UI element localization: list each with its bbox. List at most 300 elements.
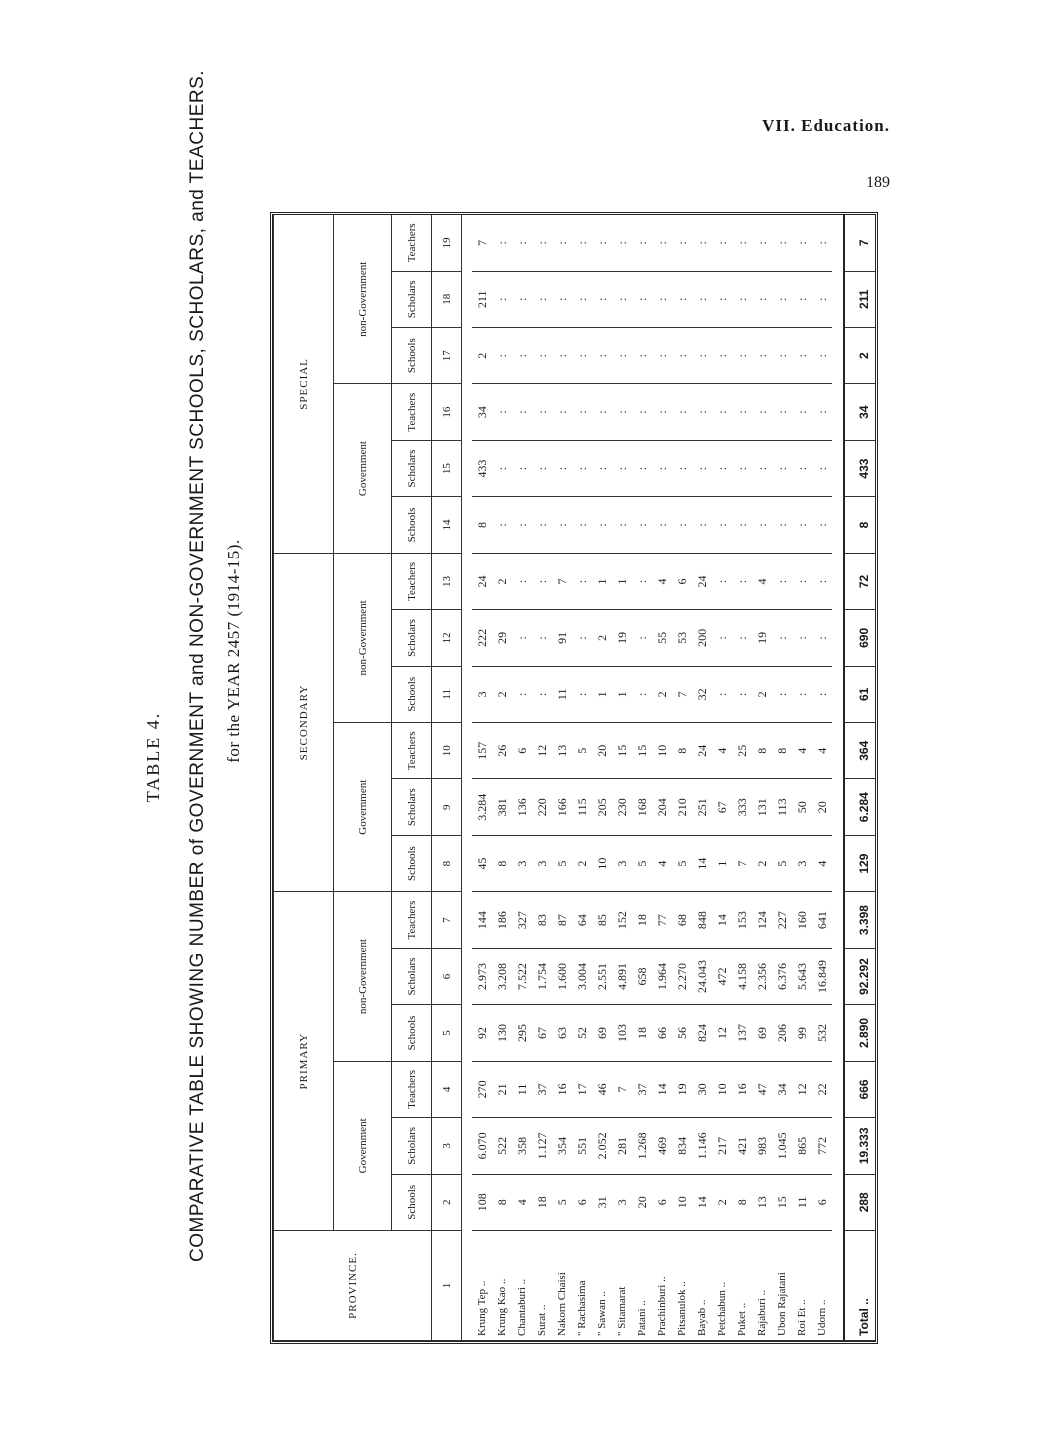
table-cell: 204 — [652, 779, 672, 835]
table-cell: 3 — [532, 835, 552, 891]
table-cell: : — [812, 384, 832, 440]
table-cell: : — [672, 271, 692, 327]
table-cell: 87 — [552, 892, 572, 948]
table-cell: : — [532, 215, 552, 271]
table-cell: : — [692, 497, 712, 553]
table-cell: 11 — [792, 1174, 812, 1230]
table-cell: : — [492, 327, 512, 383]
table-subtitle: for the YEAR 2457 (1914-15). — [224, 539, 243, 763]
table-cell: : — [692, 271, 712, 327]
table-cell: : — [632, 666, 652, 722]
section-heading: VII. Education. — [762, 116, 890, 135]
table-cell: : — [732, 666, 752, 722]
table-cell: 160 — [792, 892, 812, 948]
table-cell: 2 — [492, 553, 512, 609]
table-cell: : — [672, 497, 692, 553]
subgroup-header: non-Government — [334, 553, 392, 722]
table-cell: 281 — [612, 1118, 632, 1174]
column-number: 18 — [432, 271, 462, 327]
table-cell: : — [572, 440, 592, 496]
total-cell: 364 — [844, 723, 879, 779]
table-cell: 131 — [752, 779, 772, 835]
table-cell: : — [632, 497, 652, 553]
table-cell: : — [632, 271, 652, 327]
table-cell: 69 — [752, 1005, 772, 1061]
table-cell: 166 — [552, 779, 572, 835]
table-cell: : — [572, 553, 592, 609]
table-cell: : — [632, 215, 652, 271]
column-header: Scholars — [392, 1118, 432, 1174]
table-cell: 2 — [752, 666, 772, 722]
table-cell: 3 — [792, 835, 812, 891]
table-cell: : — [712, 440, 732, 496]
province-name: Puket .. — [732, 1231, 752, 1341]
province-name: Krung Tep .. — [472, 1231, 492, 1341]
table-cell: 14 — [692, 835, 712, 891]
table-cell: 20 — [592, 723, 612, 779]
table-cell: : — [792, 327, 812, 383]
table-cell: 1.045 — [772, 1118, 792, 1174]
total-cell: 61 — [844, 666, 879, 722]
table-cell: 865 — [792, 1118, 812, 1174]
table-cell: 358 — [512, 1118, 532, 1174]
table-cell: 11 — [512, 1061, 532, 1117]
table-cell: 327 — [512, 892, 532, 948]
table-cell: : — [612, 327, 632, 383]
table-row — [612, 215, 632, 1341]
table-cell: 206 — [772, 1005, 792, 1061]
column-header: Teachers — [392, 215, 432, 271]
table-cell: 5 — [572, 723, 592, 779]
subgroup-header: Government — [334, 723, 392, 892]
table-cell: : — [592, 215, 612, 271]
total-label: Total .. — [844, 1231, 879, 1341]
table-cell: : — [572, 271, 592, 327]
table-cell: : — [492, 271, 512, 327]
table-cell: 8 — [672, 723, 692, 779]
table-cell: : — [732, 553, 752, 609]
table-cell: 2.551 — [592, 948, 612, 1004]
table-cell: : — [732, 384, 752, 440]
total-cell: 2 — [844, 327, 879, 383]
table-cell: 4 — [512, 1174, 532, 1230]
table-cell: : — [732, 497, 752, 553]
table-cell: : — [732, 440, 752, 496]
column-number: 11 — [432, 666, 462, 722]
table-cell: 3 — [472, 666, 492, 722]
table-cell: 772 — [812, 1118, 832, 1174]
table-cell: 4 — [712, 723, 732, 779]
table-cell: : — [532, 271, 552, 327]
table-cell: 50 — [792, 779, 812, 835]
table-cell: 17 — [572, 1061, 592, 1117]
table-cell: 4 — [652, 835, 672, 891]
table-cell: : — [572, 384, 592, 440]
table-cell: 6 — [572, 1174, 592, 1230]
column-number: 3 — [432, 1118, 462, 1174]
table-cell: 157 — [472, 723, 492, 779]
table-cell: : — [512, 497, 532, 553]
table-cell: 45 — [472, 835, 492, 891]
table-cell: : — [612, 440, 632, 496]
table-cell: 7 — [552, 553, 572, 609]
table-cell: : — [772, 384, 792, 440]
total-cell: 2.890 — [844, 1005, 879, 1061]
statistics-table-rotated — [273, 215, 875, 1341]
table-cell: 230 — [612, 779, 632, 835]
table-cell: 205 — [592, 779, 612, 835]
table-cell: 15 — [632, 723, 652, 779]
table-cell: 92 — [472, 1005, 492, 1061]
table-cell: 200 — [692, 610, 712, 666]
table-cell: : — [512, 440, 532, 496]
table-cell: 834 — [672, 1118, 692, 1174]
table-cell: : — [672, 327, 692, 383]
table-cell: 24 — [692, 723, 712, 779]
table-cell: : — [672, 384, 692, 440]
province-name: Prachinburi .. — [652, 1231, 672, 1341]
table-row — [812, 215, 832, 1341]
table-cell: : — [612, 215, 632, 271]
table-cell: : — [512, 271, 532, 327]
table-cell: 19 — [612, 610, 632, 666]
table-cell: : — [552, 440, 572, 496]
table-cell: : — [712, 666, 732, 722]
table-cell: : — [792, 440, 812, 496]
group-header: SECONDARY — [274, 553, 334, 892]
column-header: Teachers — [392, 1061, 432, 1117]
table-cell: : — [572, 327, 592, 383]
table-cell: 11 — [552, 666, 572, 722]
table-cell: 381 — [492, 779, 512, 835]
province-name: " Sawan .. — [592, 1231, 612, 1341]
table-cell: 8 — [472, 497, 492, 553]
province-name: Rajaburi .. — [752, 1231, 772, 1341]
column-header: Teachers — [392, 553, 432, 609]
table-cell: 64 — [572, 892, 592, 948]
column-number: 19 — [432, 215, 462, 271]
table-row — [552, 215, 572, 1341]
table-cell: : — [572, 666, 592, 722]
table-cell: 4 — [792, 723, 812, 779]
table-cell: 18 — [532, 1174, 552, 1230]
table-cell: 1.146 — [692, 1118, 712, 1174]
table-row — [692, 215, 712, 1341]
table-cell: 3.284 — [472, 779, 492, 835]
table-cell: : — [512, 610, 532, 666]
province-name: Nakorn Chaisi — [552, 1231, 572, 1341]
table-cell: : — [552, 327, 572, 383]
table-cell: 217 — [712, 1118, 732, 1174]
table-cell: 7 — [672, 666, 692, 722]
table-cell: 1 — [612, 553, 632, 609]
total-cell: 7 — [844, 215, 879, 271]
table-cell: 20 — [812, 779, 832, 835]
table-cell: : — [612, 384, 632, 440]
table-cell: 848 — [692, 892, 712, 948]
table-cell: 19 — [672, 1061, 692, 1117]
table-cell: : — [572, 497, 592, 553]
province-name: Krung Kao .. — [492, 1231, 512, 1341]
table-cell: : — [772, 440, 792, 496]
table-cell: 10 — [672, 1174, 692, 1230]
table-cell: 34 — [472, 384, 492, 440]
table-cell: : — [632, 553, 652, 609]
province-name: Udorn .. — [812, 1231, 832, 1341]
table-cell: 4 — [812, 835, 832, 891]
table-cell: : — [512, 215, 532, 271]
table-cell: : — [712, 497, 732, 553]
column-number: 16 — [432, 384, 462, 440]
table-cell: 14 — [692, 1174, 712, 1230]
table-cell: 14 — [712, 892, 732, 948]
table-cell: : — [692, 440, 712, 496]
table-cell: : — [712, 384, 732, 440]
table-cell: : — [672, 215, 692, 271]
table-row — [632, 215, 652, 1341]
column-header: Teachers — [392, 723, 432, 779]
table-cell: : — [752, 440, 772, 496]
table-cell: : — [652, 271, 672, 327]
table-cell: 24 — [692, 553, 712, 609]
table-cell: 24.043 — [692, 948, 712, 1004]
table-cell: 220 — [532, 779, 552, 835]
table-cell: 2.356 — [752, 948, 772, 1004]
table-cell: 5 — [672, 835, 692, 891]
table-cell: 251 — [692, 779, 712, 835]
table-cell: : — [652, 384, 672, 440]
table-row — [572, 215, 592, 1341]
table-cell: 46 — [592, 1061, 612, 1117]
table-cell: 10 — [592, 835, 612, 891]
table-cell: 6 — [512, 723, 532, 779]
table-cell: : — [792, 610, 812, 666]
column-header: Schools — [392, 835, 432, 891]
table-cell: : — [672, 440, 692, 496]
table-cell: 2 — [572, 835, 592, 891]
table-cell: : — [712, 553, 732, 609]
statistics-table-frame — [270, 212, 878, 1344]
subgroup-header: non-Government — [334, 892, 392, 1061]
table-cell: : — [712, 215, 732, 271]
table-cell: 1.600 — [552, 948, 572, 1004]
column-number: 5 — [432, 1005, 462, 1061]
table-cell: 103 — [612, 1005, 632, 1061]
table-cell: 22 — [812, 1061, 832, 1117]
table-cell: 67 — [532, 1005, 552, 1061]
table-cell: 433 — [472, 440, 492, 496]
table-cell: 25 — [732, 723, 752, 779]
table-cell: 469 — [652, 1118, 672, 1174]
table-cell: : — [792, 215, 812, 271]
column-header: Schools — [392, 666, 432, 722]
table-cell: 47 — [752, 1061, 772, 1117]
table-cell: : — [512, 327, 532, 383]
table-cell: 8 — [492, 835, 512, 891]
table-cell: : — [652, 497, 672, 553]
province-name: Roi Et .. — [792, 1231, 812, 1341]
table-cell: 2.052 — [592, 1118, 612, 1174]
column-number: 8 — [432, 835, 462, 891]
table-cell: 6 — [672, 553, 692, 609]
table-cell: 1 — [712, 835, 732, 891]
table-cell: 115 — [572, 779, 592, 835]
table-cell: 2 — [472, 327, 492, 383]
table-cell: : — [812, 497, 832, 553]
table-cell: 3 — [612, 1174, 632, 1230]
table-cell: 2.270 — [672, 948, 692, 1004]
table-row — [592, 215, 612, 1341]
table-cell: 53 — [672, 610, 692, 666]
table-cell: 6 — [652, 1174, 672, 1230]
table-cell: 37 — [632, 1061, 652, 1117]
table-cell: 34 — [772, 1061, 792, 1117]
table-cell: 522 — [492, 1118, 512, 1174]
table-cell: 15 — [772, 1174, 792, 1230]
table-cell: 83 — [532, 892, 552, 948]
table-cell: 1 — [592, 553, 612, 609]
table-cell: 6.376 — [772, 948, 792, 1004]
subgroup-header: Government — [334, 1061, 392, 1230]
total-cell: 19.333 — [844, 1118, 879, 1174]
table-cell: : — [792, 666, 812, 722]
table-cell: : — [712, 610, 732, 666]
table-cell: 13 — [552, 723, 572, 779]
column-number: 4 — [432, 1061, 462, 1117]
table-cell: 2 — [652, 666, 672, 722]
table-cell: 12 — [532, 723, 552, 779]
table-cell: : — [792, 384, 812, 440]
group-header: PRIMARY — [274, 892, 334, 1231]
table-title: COMPARATIVE TABLE SHOWING NUMBER of GOVERNMENT and NON-GOVERNMENT SCHOOLS, SCHOLARS, and TEACHERS. — [187, 69, 208, 1262]
province-name: " Sitamarat — [612, 1231, 632, 1341]
table-cell: 67 — [712, 779, 732, 835]
column-number: 10 — [432, 723, 462, 779]
table-cell: 5 — [772, 835, 792, 891]
table-cell: : — [592, 384, 612, 440]
table-cell: 18 — [632, 892, 652, 948]
subgroup-header: non-Government — [334, 215, 392, 384]
table-cell: 4.891 — [612, 948, 632, 1004]
table-cell: 85 — [592, 892, 612, 948]
table-row — [652, 215, 672, 1341]
table-cell: : — [692, 215, 712, 271]
table-cell: : — [772, 271, 792, 327]
total-cell: 666 — [844, 1061, 879, 1117]
table-row — [492, 215, 512, 1341]
table-cell: : — [652, 327, 672, 383]
column-header: Schools — [392, 1174, 432, 1230]
table-cell: : — [532, 384, 552, 440]
table-cell: : — [572, 215, 592, 271]
table-cell: 7 — [472, 215, 492, 271]
table-cell: 421 — [732, 1118, 752, 1174]
table-cell: 4 — [652, 553, 672, 609]
table-cell: 26 — [492, 723, 512, 779]
table-cell: : — [512, 384, 532, 440]
column-header: Schools — [392, 1005, 432, 1061]
table-cell: 532 — [812, 1005, 832, 1061]
total-cell: 6.284 — [844, 779, 879, 835]
table-cell: : — [492, 384, 512, 440]
column-number: 13 — [432, 553, 462, 609]
province-name: Patani .. — [632, 1231, 652, 1341]
group-header: SPECIAL — [274, 215, 334, 554]
table-cell: : — [512, 553, 532, 609]
table-cell: 77 — [652, 892, 672, 948]
table-cell: 210 — [672, 779, 692, 835]
table-cell: : — [772, 553, 792, 609]
total-row — [844, 215, 879, 1341]
table-cell: 658 — [632, 948, 652, 1004]
table-cell: 227 — [772, 892, 792, 948]
table-cell: : — [632, 384, 652, 440]
table-cell: 7 — [732, 835, 752, 891]
spacer — [462, 215, 472, 1341]
table-cell: : — [772, 497, 792, 553]
province-name: Petchabun .. — [712, 1231, 732, 1341]
table-cell: 152 — [612, 892, 632, 948]
table-cell: : — [572, 610, 592, 666]
table-cell: 16 — [732, 1061, 752, 1117]
province-name: Surat .. — [532, 1231, 552, 1341]
table-row — [512, 215, 532, 1341]
column-header: Scholars — [392, 271, 432, 327]
table-cell: 4.158 — [732, 948, 752, 1004]
table-cell: 4 — [812, 723, 832, 779]
table-cell: : — [492, 497, 512, 553]
table-cell: 66 — [652, 1005, 672, 1061]
table-cell: 983 — [752, 1118, 772, 1174]
table-cell: 354 — [552, 1118, 572, 1174]
table-cell: 108 — [472, 1174, 492, 1230]
table-cell: 1.754 — [532, 948, 552, 1004]
column-number: 7 — [432, 892, 462, 948]
table-cell: : — [732, 215, 752, 271]
table-cell: 168 — [632, 779, 652, 835]
table-cell: 333 — [732, 779, 752, 835]
table-cell: 2 — [752, 835, 772, 891]
table-cell: : — [652, 440, 672, 496]
table-cell: : — [812, 215, 832, 271]
total-cell: 129 — [844, 835, 879, 891]
total-cell: 72 — [844, 553, 879, 609]
table-cell: 15 — [612, 723, 632, 779]
table-cell: 1.127 — [532, 1118, 552, 1174]
table-cell: 16 — [552, 1061, 572, 1117]
table-cell: : — [592, 497, 612, 553]
table-cell: : — [812, 271, 832, 327]
column-header: Scholars — [392, 948, 432, 1004]
total-cell: 690 — [844, 610, 879, 666]
column-number: 9 — [432, 779, 462, 835]
table-cell: 12 — [792, 1061, 812, 1117]
table-cell: 37 — [532, 1061, 552, 1117]
column-number: 6 — [432, 948, 462, 1004]
table-cell: 1 — [592, 666, 612, 722]
table-cell: 7 — [612, 1061, 632, 1117]
table-cell: : — [632, 610, 652, 666]
table-cell: 295 — [512, 1005, 532, 1061]
column-header: Teachers — [392, 384, 432, 440]
total-cell: 433 — [844, 440, 879, 496]
column-number: 15 — [432, 440, 462, 496]
table-cell: 52 — [572, 1005, 592, 1061]
table-cell: 10 — [652, 723, 672, 779]
table-cell: : — [532, 440, 552, 496]
table-cell: : — [752, 271, 772, 327]
column-header: Teachers — [392, 892, 432, 948]
